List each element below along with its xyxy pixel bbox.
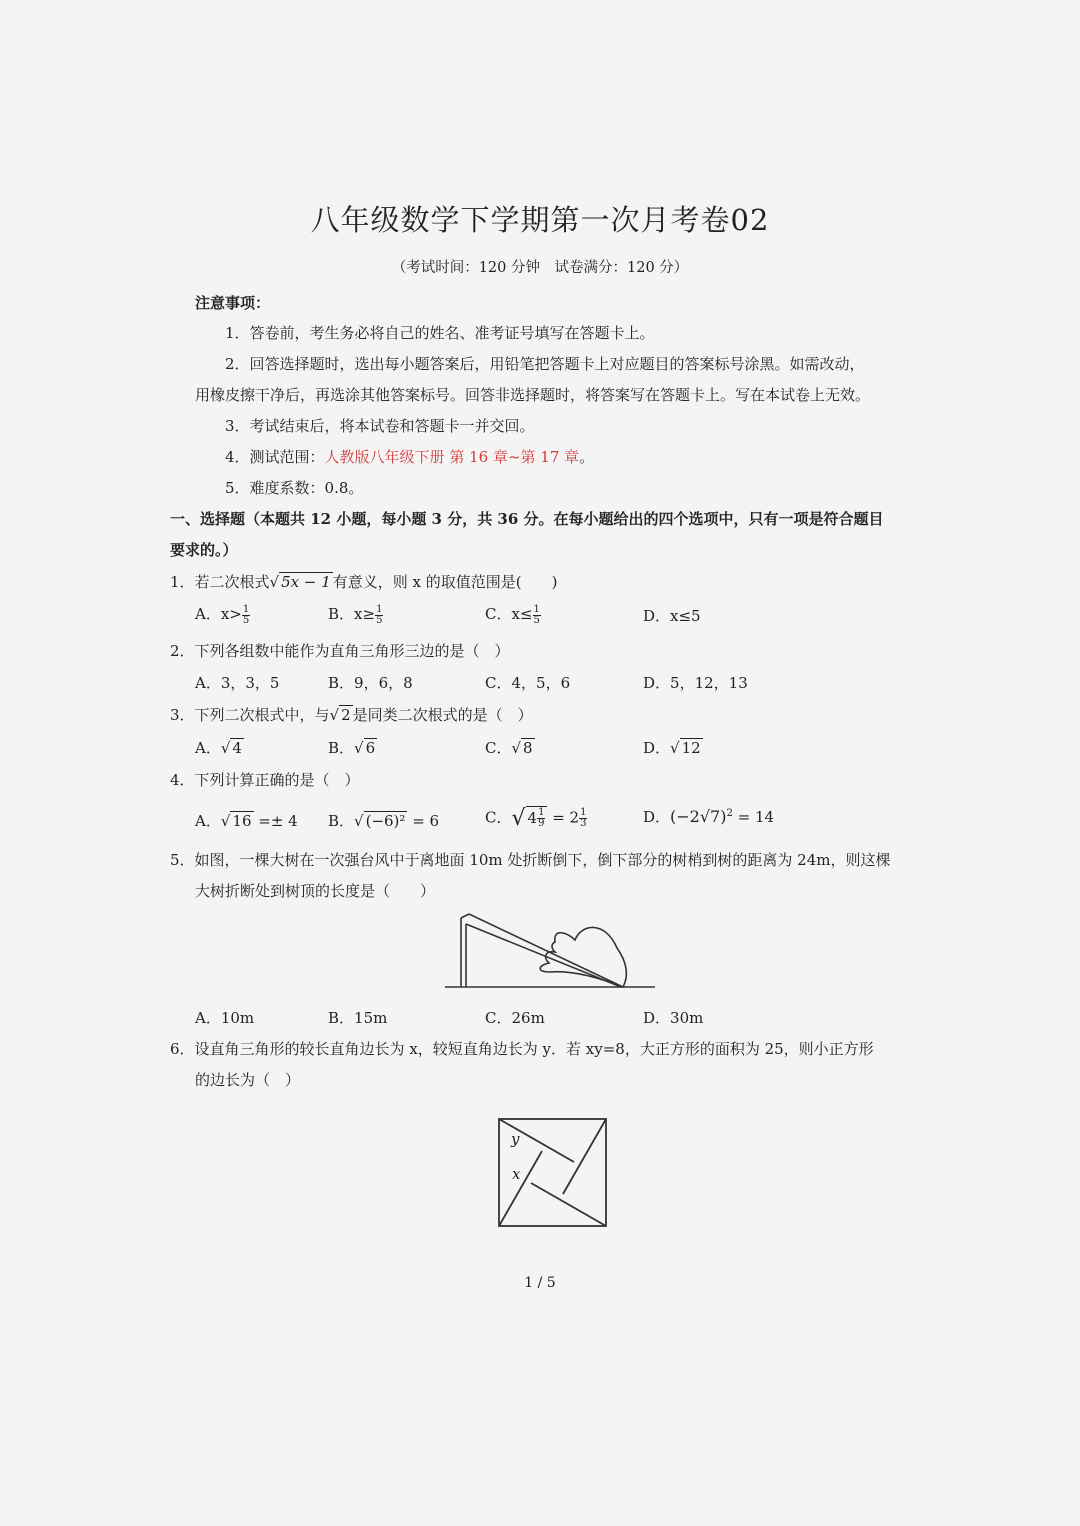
question-1-stem bbox=[170, 571, 557, 592]
broken-tree-figure bbox=[445, 910, 655, 990]
q3-option-a[interactable] bbox=[195, 737, 244, 758]
q5-option-b[interactable]: B．15m bbox=[328, 1009, 388, 1027]
q5-option-c[interactable]: C．26m bbox=[485, 1009, 545, 1027]
q1-a-fraction bbox=[242, 605, 250, 626]
q3-radical: √ 2 bbox=[329, 706, 351, 724]
fallen-trunk-lower bbox=[466, 924, 621, 987]
q1-b-fraction bbox=[375, 605, 383, 626]
q4-b-label: B． bbox=[328, 812, 355, 830]
q4-a-radicand: 16 bbox=[232, 812, 252, 830]
q4-a-radical: √ 16 bbox=[220, 812, 252, 830]
fallen-trunk-upper bbox=[469, 914, 623, 987]
q4-a-rest: =± 4 bbox=[253, 812, 298, 830]
q3-pre: 3．下列二次根式中，与 bbox=[170, 706, 330, 724]
fraction-numerator: 1 bbox=[538, 807, 545, 818]
q3-option-d[interactable] bbox=[643, 737, 703, 758]
tree-crown bbox=[540, 927, 626, 987]
notice-heading: 注意事项： bbox=[195, 294, 271, 312]
page-title: 八年级数学下学期第一次月考卷02 bbox=[310, 203, 770, 237]
question-6-stem: 6．设直角三角形的较长直角边长为 x，较短直角边长为 y．若 xy=8，大正方形的面积为 25，则小正方形 bbox=[170, 1040, 874, 1058]
exam-info: （考试时间：120 分钟 试卷满分：120 分） bbox=[391, 260, 689, 276]
fraction-denominator: 5 bbox=[242, 614, 250, 626]
q5-option-d[interactable]: D．30m bbox=[643, 1009, 704, 1027]
q3-c-label: C． bbox=[485, 739, 512, 757]
question-4-stem: 4．下列计算正确的是（ ） bbox=[170, 771, 360, 789]
label-x: x bbox=[512, 1165, 521, 1183]
question-5-stem-cont: 大树折断处到树顶的长度是（ ） bbox=[195, 882, 436, 900]
q4-option-a[interactable] bbox=[195, 810, 298, 831]
q3-b-radicand: 6 bbox=[365, 739, 376, 757]
q3-a-radicand: 4 bbox=[232, 739, 242, 757]
q4-option-c[interactable] bbox=[485, 806, 587, 831]
question-6-stem-cont: 的边长为（ ） bbox=[195, 1071, 301, 1089]
notice-item-3: 3．考试结束后，将本试卷和答题卡一并交回。 bbox=[225, 417, 535, 435]
q1-post: 有意义，则 x 的取值范围是( ) bbox=[332, 573, 558, 591]
q1-radical: √ 5x − 1 bbox=[269, 573, 331, 591]
q3-post: 是同类二次根式的是（ ） bbox=[352, 706, 533, 724]
notice-item-4-suffix: 。 bbox=[579, 448, 595, 466]
q4-c-radicand bbox=[526, 806, 548, 827]
q3-c-radical: √ 8 bbox=[511, 739, 533, 757]
q3-radicand: 2 bbox=[341, 706, 351, 724]
q1-b-text: B．x≥ bbox=[328, 605, 376, 623]
q4-b-radicand: (−6)² bbox=[365, 812, 406, 830]
q4-d-expr: (−2√7) bbox=[670, 807, 727, 826]
q4-c-eq: = 2 bbox=[547, 808, 580, 827]
q2-option-d[interactable]: D．5，12，13 bbox=[643, 674, 748, 692]
notice-item-4 bbox=[225, 446, 594, 467]
q5-option-a[interactable]: A．10m bbox=[195, 1009, 255, 1027]
question-5-stem: 5．如图，一棵大树在一次强台风中于离地面 10m 处折断倒下，倒下部分的树梢到树的距离为 24m，则这棵 bbox=[170, 851, 891, 869]
label-y: y bbox=[511, 1130, 520, 1148]
test-scope: 人教版八年级下册 第 16 章~第 17 章 bbox=[324, 448, 580, 466]
q2-option-b[interactable]: B．9，6，8 bbox=[328, 674, 413, 692]
q4-a-label: A． bbox=[195, 812, 221, 830]
q3-b-radical: √ 6 bbox=[354, 739, 376, 757]
fraction-denominator: 5 bbox=[376, 614, 383, 626]
q4-option-b[interactable] bbox=[328, 810, 439, 831]
fraction-denominator: 5 bbox=[533, 614, 540, 626]
q3-d-label: D． bbox=[643, 739, 671, 757]
triangle-line-3 bbox=[563, 1119, 606, 1194]
q4-option-d[interactable] bbox=[643, 806, 774, 827]
q4-c-int: 4 bbox=[527, 808, 538, 827]
fraction-numerator: 1 bbox=[242, 603, 250, 615]
q3-a-radical: √ 4 bbox=[220, 739, 242, 757]
q4-d-rest: = 14 bbox=[732, 808, 775, 826]
q1-option-d[interactable]: D．x≤5 bbox=[643, 607, 701, 625]
section-heading-cont: 要求的。） bbox=[170, 541, 238, 559]
triangle-line-4 bbox=[531, 1183, 606, 1226]
fraction-numerator: 1 bbox=[580, 807, 587, 818]
q3-option-b[interactable] bbox=[328, 737, 377, 758]
q3-option-c[interactable] bbox=[485, 737, 535, 758]
q4-c-radical-sign: √ bbox=[511, 806, 526, 831]
fraction-numerator: 1 bbox=[376, 603, 383, 615]
q3-a-label: A． bbox=[195, 739, 221, 757]
q1-c-fraction bbox=[533, 605, 541, 626]
q3-d-radicand: 12 bbox=[681, 739, 701, 757]
q1-pre: 1．若二次根式 bbox=[170, 573, 270, 591]
fraction-denominator: 3 bbox=[580, 818, 587, 829]
q4-d-exponent: 2 bbox=[726, 808, 733, 819]
q3-c-radicand: 8 bbox=[523, 739, 533, 757]
page-number: 1 / 5 bbox=[524, 1275, 556, 1291]
q1-radicand: 5x − 1 bbox=[281, 573, 331, 591]
q1-a-text: A．x> bbox=[195, 605, 242, 623]
triangle-line-1 bbox=[499, 1151, 542, 1226]
notice-item-5: 5．难度系数：0.8。 bbox=[225, 479, 364, 497]
q2-option-c[interactable]: C．4，5，6 bbox=[485, 674, 571, 692]
q4-d-label: D． bbox=[643, 808, 671, 826]
q3-b-label: B． bbox=[328, 739, 355, 757]
question-3-stem bbox=[170, 704, 533, 725]
section-heading: 一、选择题（本题共 12 小题，每小题 3 分，共 36 分。在每小题给出的四个选项中，只有一项是符合题目 bbox=[170, 510, 884, 528]
notice-item-2-cont: 用橡皮擦干净后，再选涂其他答案标号。回答非选择题时，将答案写在答题卡上。写在本试卷上无效。 bbox=[195, 386, 871, 404]
pinwheel-square-figure bbox=[498, 1118, 608, 1228]
q4-c-frac2 bbox=[579, 808, 587, 829]
q1-option-a[interactable] bbox=[195, 603, 250, 626]
notice-item-4-prefix: 4．测试范围： bbox=[225, 448, 325, 466]
q4-b-rest: = 6 bbox=[407, 812, 440, 830]
notice-item-2: 2．回答选择题时，选出每小题答案后，用铅笔把答题卡上对应题目的答案标号涂黑。如需改动， bbox=[225, 355, 865, 373]
q2-option-a[interactable]: A．3，3，5 bbox=[195, 674, 280, 692]
q4-c-label: C． bbox=[485, 808, 512, 827]
q1-c-text: C．x≤ bbox=[485, 605, 533, 623]
fraction-numerator: 1 bbox=[533, 603, 540, 615]
q1-option-b[interactable] bbox=[328, 603, 383, 626]
break-top bbox=[461, 914, 469, 918]
q4-c-frac bbox=[537, 808, 545, 829]
notice-item-1: 1．答卷前，考生务必将自己的姓名、准考证号填写在答题卡上。 bbox=[225, 324, 655, 342]
fraction-denominator: 9 bbox=[538, 818, 545, 829]
question-2-stem: 2．下列各组数中能作为直角三角形三边的是（ ） bbox=[170, 642, 510, 660]
q3-d-radical: √ 12 bbox=[670, 739, 701, 757]
q4-b-radical: √ (−6)² bbox=[354, 812, 406, 830]
q1-option-c[interactable] bbox=[485, 603, 541, 626]
